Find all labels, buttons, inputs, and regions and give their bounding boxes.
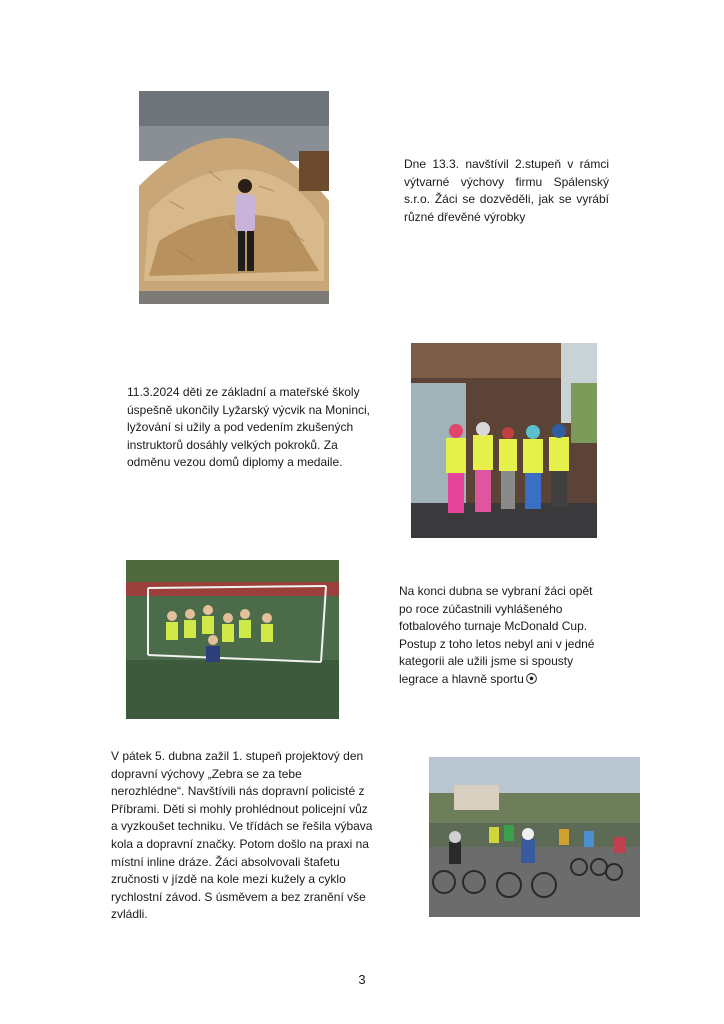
football-team-photo xyxy=(126,560,339,719)
traffic-paragraph: V pátek 5. dubna zažil 1. stupeň projektový den dopravní výchovy „Zebra se za tebe nerozhlédne“. Navštívili nás dopravní policisté z Příbrami. Děti si mohly prohlédnout policejní vůz a vyzkoušet techniku. Ve třídách se řešila výbava kola a dopravní značky. Potom došlo na praxi na místní inline dráze. Žáci absolvovali štafetu zručnosti v jízdě na kole mezi kužely a cyklo rychlostní závod. S úsměvem a bez zranění vše zvládli. xyxy=(111,749,373,922)
bike-day-photo xyxy=(429,757,640,917)
football-paragraph xyxy=(399,583,609,689)
football-text: Na konci dubna se vybraní žáci opět po roce zúčastnili vyhlášeného fotbalového turnaje McDonald Cup. Postup z toho letos nebyl ani v jedné kategorii ale užili jsme si spousty legrace a hlavně sportu xyxy=(399,584,595,686)
soccer-ball-icon xyxy=(526,673,537,684)
ski-paragraph: 11.3.2024 děti ze základní a mateřské školy úspešně ukončily Lyžarský výcvik na Moninci, lyžování si užily a pod vedením zkušených instruktorů dosáhly velkých pokroků. Za odměnu vezou domů diplomy a medaile. xyxy=(127,385,370,470)
page-number: 3 xyxy=(358,972,366,987)
wood-pile-photo xyxy=(139,91,329,304)
spalensky-paragraph: Dne 13.3. navštívil 2.stupeň v rámci výtvarné výchovy firmu Spálenský s.r.o. Žáci se dozvěděli, jak se vyrábí různé dřevěné výrobky xyxy=(404,157,609,224)
ski-kids-photo xyxy=(411,343,597,538)
